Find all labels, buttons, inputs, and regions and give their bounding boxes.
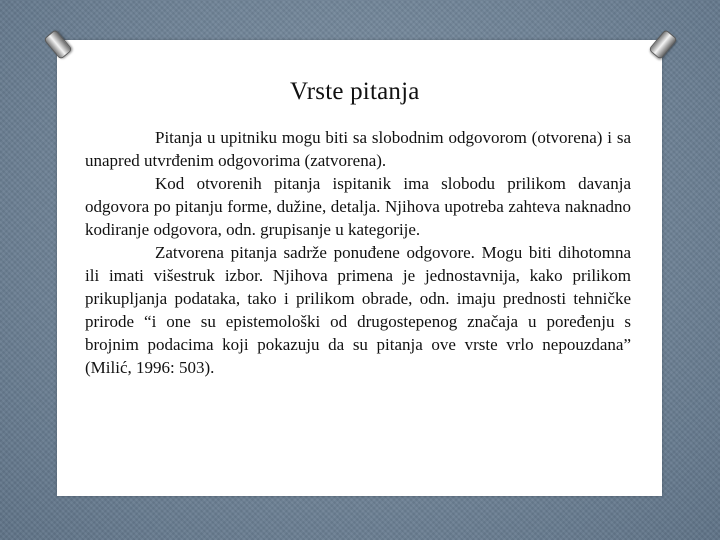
slide-title: Vrste pitanja (290, 78, 420, 105)
paragraph-3: Zatvorena pitanja sadrže ponuđene odgovore. Mogu biti dihotomna ili imati višestruk izbor. Njihova primena je jednostavnija, kako prilikom prikupljanja podataka, tako i prilikom obrade, odn. imaju prednosti tehničke prirode “i one su epistemološki od drugostepenog značaja u poređenju s brojnim podacima koji pokazuju da su pitanja ove vrste vrlo nepouzdana” (Milić, 1996: 503). (85, 243, 631, 377)
paragraph-2: Kod otvorenih pitanja ispitanik ima slobodu prilikom davanja odgovora po pitanju forme, dužine, detalja. Njihova upotreba zahteva naknadno kodiranje odgovora, odn. grupisanje u kategorije. (85, 174, 631, 239)
slide-body (85, 126, 631, 379)
paragraph-1: Pitanja u upitniku mogu biti sa slobodnim odgovorom (otvorena) i sa unapred utvrđenim odgovorima (zatvorena). (85, 128, 631, 170)
